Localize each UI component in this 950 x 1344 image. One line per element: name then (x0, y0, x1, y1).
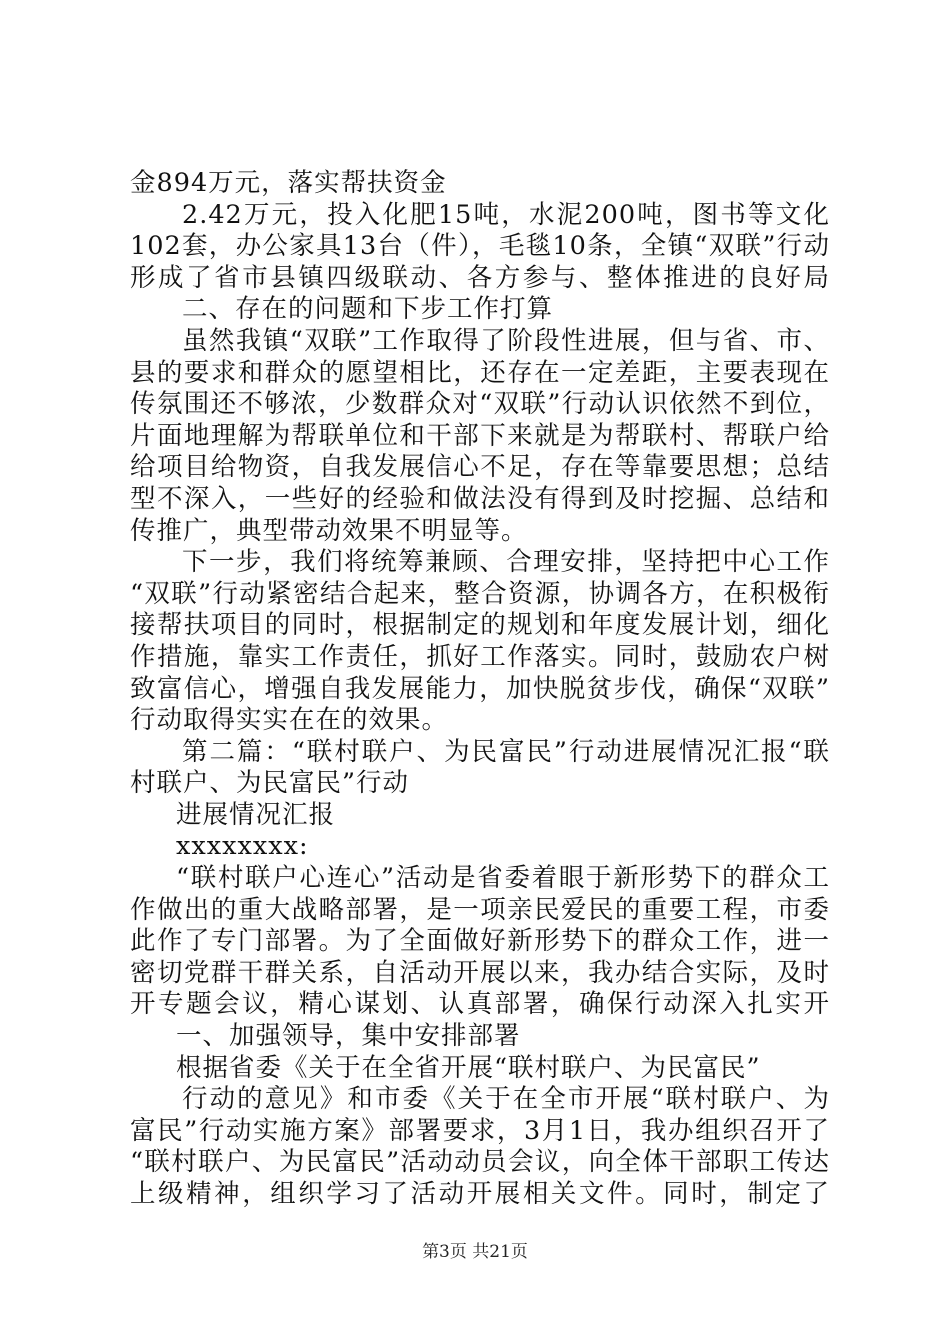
document-body (130, 168, 830, 1211)
text-line: 县的要求和群众的愿望相比，还存在一定差距，主要表现在 (130, 357, 830, 388)
text-line: 下一步，我们将统筹兼顾、合理安排，坚持把中心工作 (182, 547, 830, 578)
text-line: 行动取得实实在在的效果。 (130, 705, 449, 736)
salutation: xxxxxxxx: (176, 831, 309, 862)
text-line: 上级精神，组织学习了活动开展相关文件。同时，制定了 (130, 1179, 830, 1209)
page-number: 第3页 共21页 (422, 1242, 528, 1262)
text-line: “双联”行动紧密结合起来，整合资源，协调各方，在积极衔 (130, 578, 830, 609)
text-line: 金894万元，落实帮扶资金 (130, 168, 447, 198)
section-heading: 一、加强领导，集中安排部署 (176, 1021, 521, 1052)
text-line: 此作了专门部署。为了全面做好新形势下的群众工作，进一 (130, 926, 830, 957)
text-line: 富民”行动实施方案》部署要求，3月1日，我办组织召开了 (130, 1115, 830, 1146)
section-heading: 二、存在的问题和下步工作打算 (182, 294, 554, 325)
text-line: 密切党群干群关系，自活动开展以来，我办结合实际，及时 (130, 957, 830, 988)
text-line: 虽然我镇“双联”工作取得了阶段性进展，但与省、市、 (182, 325, 830, 356)
text-line: 传氛围还不够浓，少数群众对“双联”行动认识依然不到位， (130, 389, 830, 420)
text-line: “联村联户、为民富民”活动动员会议，向全体干部职工传达 (130, 1147, 830, 1178)
text-line: 根据省委《关于在全省开展“联村联户、为民富民” (176, 1052, 761, 1083)
text-line: 开专题会议，精心谋划、认真部署，确保行动深入扎实开 (130, 989, 830, 1020)
text-line: 片面地理解为帮联单位和干部下来就是为帮联村、帮联户给 (130, 420, 830, 451)
text-line: “联村联户心连心”活动是省委着眼于新形势下的群众工 (176, 863, 830, 894)
text-line: 102套，办公家具13台（件），毛毯10条，全镇“双联”行动 (130, 231, 830, 262)
page-footer (0, 1242, 950, 1262)
text-line: 作措施，靠实工作责任，抓好工作落实。同时，鼓励农户树 (130, 641, 830, 672)
text-line: 作做出的重大战略部署，是一项亲民爱民的重要工程，市委 (130, 894, 830, 925)
report-title: 进展情况汇报 (176, 799, 336, 830)
text-line: 型不深入，一些好的经验和做法没有得到及时挖掘、总结和 (130, 483, 830, 514)
text-line: 传推广，典型带动效果不明显等。 (130, 515, 528, 546)
text-line: 形成了省市县镇四级联动、各方参与、整体推进的良好局 (130, 262, 830, 293)
text-line: 给项目给物资，自我发展信心不足，存在等靠要思想；总结 (130, 452, 830, 483)
text-line: 行动的意见》和市委《关于在全市开展“联村联户、为 (182, 1084, 830, 1115)
text-line: 致富信心，增强自我发展能力，加快脱贫步伐，确保“双联” (130, 673, 830, 704)
text-line: 接帮扶项目的同时，根据制定的规划和年度发展计划，细化 (130, 610, 830, 641)
chapter-heading: 村联户、为民富民”行动 (130, 768, 410, 799)
text-line: 2.42万元，投入化肥15吨，水泥200吨，图书等文化 (182, 199, 830, 230)
chapter-heading: 第二篇：“联村联户、为民富民”行动进展情况汇报“联 (182, 736, 830, 767)
